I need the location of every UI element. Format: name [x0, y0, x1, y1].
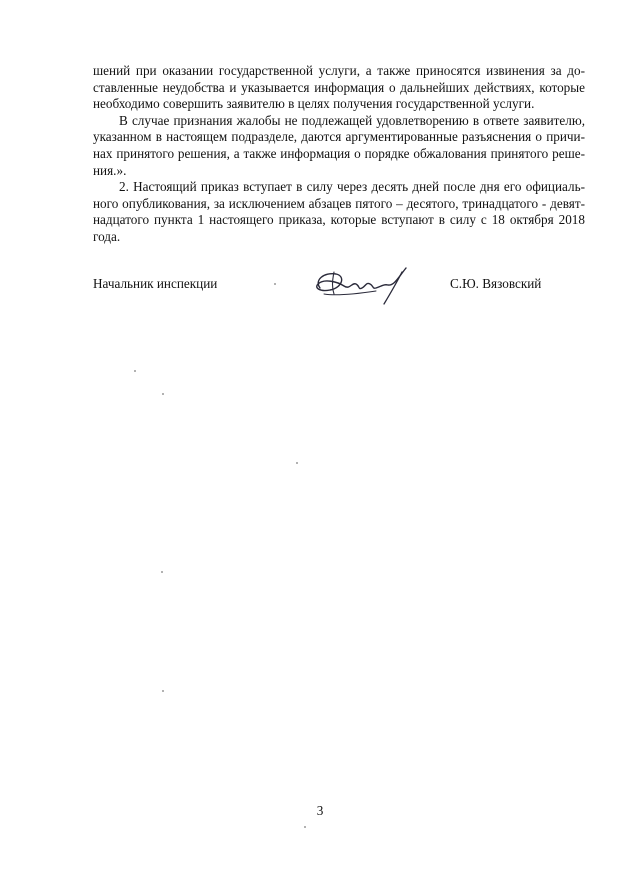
scan-speck	[274, 283, 276, 285]
document-body	[93, 63, 585, 246]
scan-speck	[162, 393, 164, 395]
scan-speck	[162, 690, 164, 692]
paragraph-1-line-3: необходимо совершить заявителю в целях получения государственной услуги.	[93, 96, 535, 112]
signature-block	[93, 266, 585, 316]
paragraph-1-line-1: шений при оказании государственной услуги, а также приносятся извинения за до-	[93, 63, 585, 78]
paragraph-3-line-4: года.	[93, 228, 121, 244]
paragraph-3-line-2: ного опубликования, за исключением абзацев пятого – десятого, тринадцатого - девят-	[93, 195, 585, 211]
page-number: 3	[316, 803, 324, 818]
scan-speck	[161, 571, 163, 573]
scan-speck	[134, 370, 136, 372]
paragraph-2-line-3: нах принятого решения, а также информация о порядке обжалования принятого реше-	[93, 145, 585, 161]
paragraph-3-line-3: надцатого пункта 1 настоящего приказа, которые вступают в силу с 18 октября 2018	[93, 212, 585, 228]
scan-speck	[304, 826, 306, 828]
signatory-title: Начальник инспекции	[93, 276, 218, 291]
handwritten-signature	[306, 258, 416, 308]
paragraph-1-line-2: ставленные неудобства и указывается информация о дальнейших действиях, которые	[93, 79, 585, 95]
signatory-name: С.Ю. Вязовский	[450, 276, 542, 291]
paragraph-3-line-1: 2. Настоящий приказ вступает в силу через десять дней после дня его официаль-	[119, 179, 585, 195]
paragraph-2-line-4: ния.».	[93, 162, 127, 178]
scan-speck	[296, 462, 298, 464]
paragraph-2-line-1: В случае признания жалобы не подлежащей удовлетворению в ответе заявителю,	[119, 112, 585, 128]
paragraph-2-line-2: указанном в настоящем подразделе, даются аргументированные разъяснения о причи-	[93, 129, 585, 145]
